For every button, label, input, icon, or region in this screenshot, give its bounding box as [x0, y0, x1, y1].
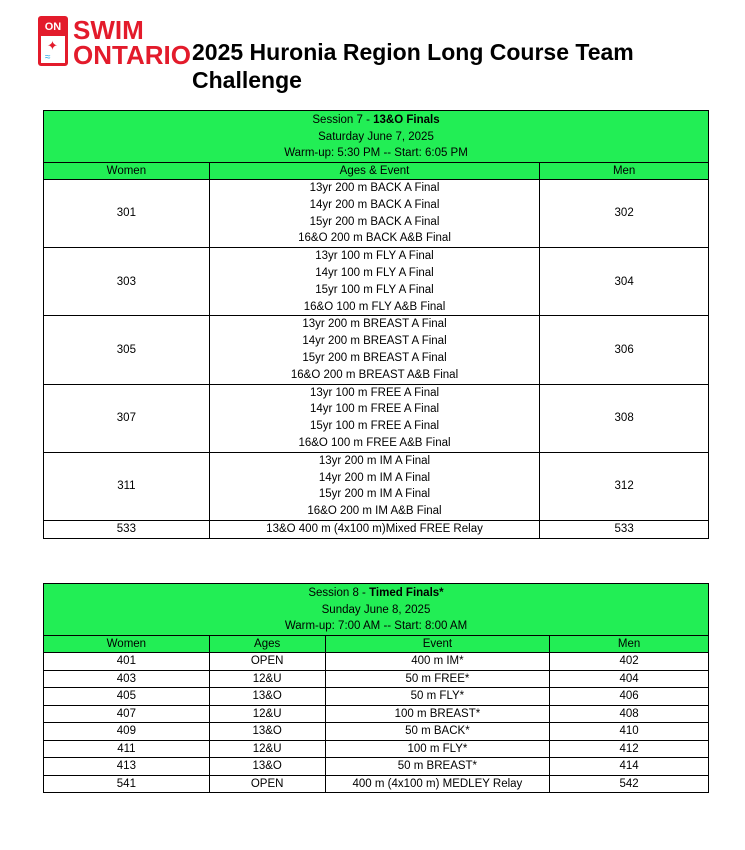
- men-event-number: 312: [540, 452, 709, 520]
- age-group: OPEN: [209, 653, 325, 671]
- logo-text-swim: SWIM: [73, 15, 144, 45]
- event-name: 50 m FREE*: [325, 670, 550, 688]
- event-name: 15yr 200 m IM A Final: [318, 488, 431, 501]
- event-name: 14yr 100 m FREE A Final: [309, 403, 440, 416]
- session7-row: [44, 180, 709, 248]
- session8-title: [44, 585, 708, 602]
- men-event-number: 414: [550, 758, 709, 776]
- age-group: 12&U: [209, 670, 325, 688]
- event-list: [209, 520, 539, 538]
- page-title: 2025 Huronia Region Long Course Team Challenge: [192, 39, 634, 93]
- swimmer-icon: ≈: [45, 52, 51, 63]
- women-event-number: 307: [44, 384, 210, 452]
- event-name: 16&O 200 m BACK A&B Final: [298, 232, 451, 245]
- session8-row: [44, 653, 709, 671]
- event-name: 50 m BACK*: [325, 723, 550, 741]
- session7-col-event: Ages & Event: [209, 162, 539, 180]
- session8-header: [44, 584, 709, 636]
- session7-times: Warm-up: 5:30 PM -- Start: 6:05 PM: [284, 147, 468, 159]
- session7-table: [43, 110, 709, 539]
- men-event-number: 302: [540, 180, 709, 248]
- men-event-number: 402: [550, 653, 709, 671]
- event-name: 13yr 200 m BACK A Final: [309, 182, 440, 194]
- women-event-number: 541: [44, 775, 210, 793]
- women-event-number: 305: [44, 316, 210, 384]
- men-event-number: 304: [540, 248, 709, 316]
- women-event-number: 403: [44, 670, 210, 688]
- event-name: 13yr 200 m BREAST A Final: [302, 318, 447, 331]
- session8-col-women: Women: [44, 635, 210, 653]
- session8-times: Warm-up: 7:00 AM -- Start: 8:00 AM: [284, 620, 468, 632]
- session7-title-bold: 13&O Finals: [373, 114, 440, 126]
- women-event-number: 409: [44, 723, 210, 741]
- men-event-number: 404: [550, 670, 709, 688]
- event-name: 16&O 100 m FREE A&B Final: [298, 436, 451, 449]
- men-event-number: 410: [550, 723, 709, 741]
- event-list: [209, 248, 539, 316]
- event-name: 13yr 100 m FLY A Final: [315, 250, 434, 263]
- maple-leaf-icon: ✦: [47, 38, 58, 53]
- event-name: 16&O 200 m BREAST A&B Final: [290, 368, 459, 381]
- session8-title-prefix: Session 8 -: [308, 587, 370, 599]
- event-name: 14yr 200 m BREAST A Final: [302, 335, 447, 348]
- session8-col-ages: Ages: [209, 635, 325, 653]
- women-event-number: 407: [44, 705, 210, 723]
- session8-row: [44, 670, 709, 688]
- event-name: 15yr 200 m BREAST A Final: [302, 351, 447, 364]
- session7-col-women: Women: [44, 162, 210, 180]
- session8-date: Sunday June 8, 2025: [321, 603, 431, 616]
- session7-row: [44, 384, 709, 452]
- event-name: 50 m BREAST*: [325, 758, 550, 776]
- event-name: 15yr 100 m FLY A Final: [315, 283, 434, 296]
- event-name: 16&O 200 m IM A&B Final: [307, 505, 442, 518]
- age-group: 13&O: [209, 688, 325, 706]
- session8-title-bold: Timed Finals*: [369, 587, 444, 599]
- event-name: 16&O 100 m FLY A&B Final: [303, 300, 446, 313]
- session7-title-prefix: Session 7 -: [312, 114, 374, 126]
- logo-badge-text: ON: [41, 19, 65, 36]
- men-event-number: 406: [550, 688, 709, 706]
- event-name: 14yr 200 m BACK A Final: [309, 198, 440, 211]
- men-event-number: 542: [550, 775, 709, 793]
- session7-row: [44, 520, 709, 538]
- age-group: OPEN: [209, 775, 325, 793]
- logo-text-ontario: ONTARIO: [73, 40, 191, 70]
- event-name: 15yr 200 m BACK A Final: [309, 215, 440, 228]
- logo-badge: [38, 16, 68, 66]
- men-event-number: 306: [540, 316, 709, 384]
- event-name: 100 m BREAST*: [325, 705, 550, 723]
- session7-date: Saturday June 7, 2025: [318, 130, 434, 143]
- event-name: 14yr 100 m FLY A Final: [315, 266, 434, 279]
- event-name: 50 m FLY*: [325, 688, 550, 706]
- event-name: 13yr 100 m FREE A Final: [309, 386, 440, 399]
- session8-col-men: Men: [550, 635, 709, 653]
- women-event-number: 303: [44, 248, 210, 316]
- women-event-number: 401: [44, 653, 210, 671]
- session8-row: [44, 705, 709, 723]
- swim-ontario-logo: [38, 15, 191, 72]
- women-event-number: 301: [44, 180, 210, 248]
- event-list: [209, 316, 539, 384]
- session7-header: [44, 111, 709, 163]
- women-event-number: 411: [44, 740, 210, 758]
- event-name: 13yr 200 m IM A Final: [318, 454, 431, 467]
- men-event-number: 412: [550, 740, 709, 758]
- event-name: 400 m (4x100 m) MEDLEY Relay: [325, 775, 550, 793]
- event-name: 15yr 100 m FREE A Final: [309, 420, 440, 433]
- men-event-number: 533: [540, 520, 709, 538]
- men-event-number: 408: [550, 705, 709, 723]
- women-event-number: 405: [44, 688, 210, 706]
- session7-row: [44, 248, 709, 316]
- session8-table: [43, 583, 709, 793]
- women-event-number: 413: [44, 758, 210, 776]
- age-group: 13&O: [209, 758, 325, 776]
- session7-row: [44, 452, 709, 520]
- event-name: 400 m IM*: [325, 653, 550, 671]
- age-group: 13&O: [209, 723, 325, 741]
- event-list: [209, 384, 539, 452]
- age-group: 12&U: [209, 740, 325, 758]
- event-list: [209, 452, 539, 520]
- session8-row: [44, 688, 709, 706]
- session8-row: [44, 740, 709, 758]
- event-list: [209, 180, 539, 248]
- men-event-number: 308: [540, 384, 709, 452]
- session8-row: [44, 775, 709, 793]
- women-event-number: 533: [44, 520, 210, 538]
- session7-col-men: Men: [540, 162, 709, 180]
- session7-row: [44, 316, 709, 384]
- session8-row: [44, 758, 709, 776]
- event-name: 14yr 200 m IM A Final: [318, 471, 431, 484]
- session7-title: [44, 112, 708, 129]
- age-group: 12&U: [209, 705, 325, 723]
- event-name: 13&O 400 m (4x100 m)Mixed FREE Relay: [266, 522, 483, 535]
- women-event-number: 311: [44, 452, 210, 520]
- session8-row: [44, 723, 709, 741]
- event-name: 100 m FLY*: [325, 740, 550, 758]
- session8-col-event: Event: [325, 635, 550, 653]
